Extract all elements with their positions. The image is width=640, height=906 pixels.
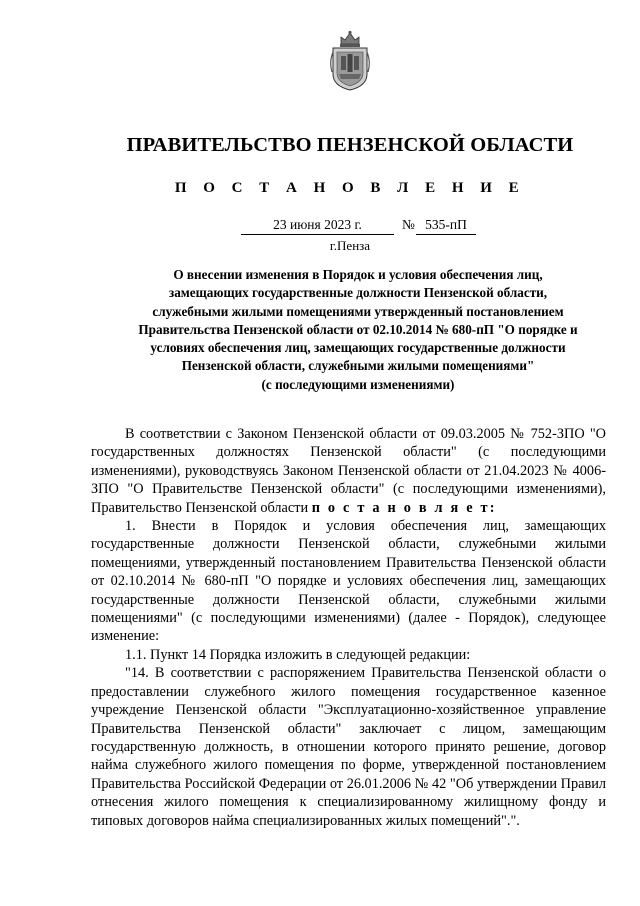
heading-line: служебными жилыми помещениями утвержденный постановлением [152,303,564,319]
government-title: ПРАВИТЕЛЬСТВО ПЕНЗЕНСКОЙ ОБЛАСТИ [126,134,574,156]
heading-line: условиях обеспечения лиц, замещающих государственные должности [150,340,566,356]
document-number: 535-пП [416,217,476,235]
heading-line: Пензенской области, служебными жилыми помещениями" [181,358,535,374]
preamble-paragraph [91,425,606,517]
coat-of-arms-icon [329,30,371,92]
resolves-word: п о с т а н о в л я е т: [311,499,497,516]
heading-line: (с последующими изменениями) [261,376,455,392]
heading-line: Правительства Пензенской области от 02.10.2014 № 680-пП "О порядке и [138,321,578,337]
clause-14-text-paragraph: "14. В соответствии с распоряжением Правительства Пензенской области о предоставлении служебного жилого помещения государственное казенное учреждение Пензенской области "Эксплуатационно-хозяйственное управление Правительства Пензенской области" заключает с лицом, замещающим государственную должность, в отношении которого принято решение, договор найма служебного жилого помещения по форме, утвержденной постановлением Правительства Российской Федерации от 26.01.2006 № 42 "Об утверждении Правил отнесения жилого помещения к специализированному жилищному фонду и типовых договоров найма специализированных жилых помещений".". [91,665,606,829]
number-sign: № [402,217,415,232]
heading-line: О внесении изменения в Порядок и условия обеспечения лиц, [173,267,543,282]
city: г.Пенза [329,238,371,253]
preamble-text: В соответствии с Законом Пензенской области от 09.03.2005 № 752-ЗПО "О государственных должностях Пензенской области" (с последующими изменениями), руководствуясь Законом Пензенской области от 21.04.2023 № 4006-ЗПО "О Правительстве Пензенской области" (с последующими изменениями), Правительство Пензенской области [91,426,606,516]
clause-1-paragraph: 1. Внести в Порядок и условия обеспечения лиц, замещающих государственные должности Пензенской области, служебными жилыми помещениями, утвержденный постановлением Правительства Пензенской области от 02.10.2014 № 680-пП "О порядке и условиях обеспечения лиц, замещающих государственные должности Пензенской области, служебными жилыми помещениями" (с последующими изменениями) (далее - Порядок), следующее изменение: [91,518,606,645]
heading-line: замещающих государственные должности Пензенской области, [168,285,548,301]
document-heading [88,266,628,394]
document-date: 23 июня 2023 г. [241,217,394,235]
clause-1-1-paragraph: 1.1. Пункт 14 Порядка изложить в следующей редакции: [125,646,471,663]
document-type: П О С Т А Н О В Л Е Н И Е [174,180,526,196]
document-body [91,425,606,830]
